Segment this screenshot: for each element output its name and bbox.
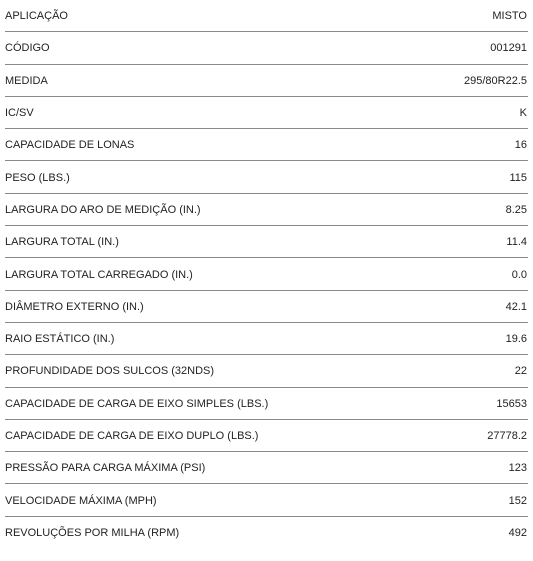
spec-row-codigo: [5, 32, 528, 64]
spec-value: 295/80R22.5: [464, 74, 527, 87]
spec-row-diametro-externo: [5, 291, 528, 323]
spec-value: 27778.2: [487, 430, 527, 442]
spec-value: 492: [508, 527, 527, 540]
spec-row-pressao-carga-maxima: [5, 452, 528, 484]
spec-value: 19.6: [505, 333, 527, 346]
spec-label: DIÂMETRO EXTERNO (IN.): [5, 300, 144, 313]
spec-value: 152: [508, 494, 527, 507]
spec-row-carga-eixo-simples: [5, 388, 528, 420]
spec-label: RAIO ESTÁTICO (IN.): [5, 333, 115, 346]
spec-row-medida: [5, 65, 528, 97]
spec-label: CAPACIDADE DE LONAS: [5, 139, 135, 152]
spec-label: CAPACIDADE DE CARGA DE EIXO SIMPLES (LBS.): [5, 397, 269, 410]
spec-value: K: [519, 107, 527, 120]
spec-row-revolucoes-milha: [5, 517, 528, 549]
spec-value: 001291: [490, 42, 527, 55]
spec-row-raio-estatico: [5, 323, 528, 355]
spec-value: 11.4: [506, 236, 527, 249]
spec-label: MEDIDA: [5, 74, 48, 87]
spec-row-aplicacao: [5, 0, 528, 32]
spec-row-largura-total-carregado: [5, 258, 528, 290]
spec-row-peso: [5, 161, 528, 193]
spec-label: PRESSÃO PARA CARGA MÁXIMA (PSI): [5, 462, 206, 475]
spec-value: 15653: [496, 397, 527, 410]
spec-row-velocidade-maxima: [5, 484, 528, 516]
spec-value: 42.1: [505, 300, 527, 313]
spec-row-profundidade-sulcos: [5, 355, 528, 387]
spec-label: APLICAÇÃO: [5, 10, 68, 23]
spec-label: LARGURA TOTAL (IN.): [5, 236, 119, 249]
spec-value: 123: [508, 462, 527, 475]
spec-label: REVOLUÇÕES POR MILHA (RPM): [5, 527, 180, 540]
spec-value: 16: [514, 139, 527, 152]
spec-value: 22: [514, 365, 527, 378]
spec-row-capacidade-lonas: [5, 129, 528, 161]
spec-row-largura-aro: [5, 194, 528, 226]
spec-label: CAPACIDADE DE CARGA DE EIXO DUPLO (LBS.): [5, 430, 259, 442]
spec-value: 0.0: [511, 268, 527, 281]
spec-row-ic-sv: [5, 97, 528, 129]
spec-label: LARGURA DO ARO DE MEDIÇÃO (IN.): [5, 203, 201, 216]
spec-table: [5, 0, 528, 549]
spec-value: 8.25: [505, 203, 527, 216]
spec-label: LARGURA TOTAL CARREGADO (IN.): [5, 268, 193, 281]
spec-label: PESO (LBS.): [5, 171, 70, 184]
spec-label: VELOCIDADE MÁXIMA (MPH): [5, 494, 157, 507]
spec-label: CÓDIGO: [5, 42, 50, 55]
spec-row-carga-eixo-duplo: [5, 420, 528, 452]
spec-label: IC/SV: [5, 107, 34, 120]
spec-value: MISTO: [492, 10, 527, 23]
spec-label: PROFUNDIDADE DOS SULCOS (32NDS): [5, 365, 215, 378]
spec-value: 115: [509, 171, 527, 184]
spec-row-largura-total: [5, 226, 528, 258]
